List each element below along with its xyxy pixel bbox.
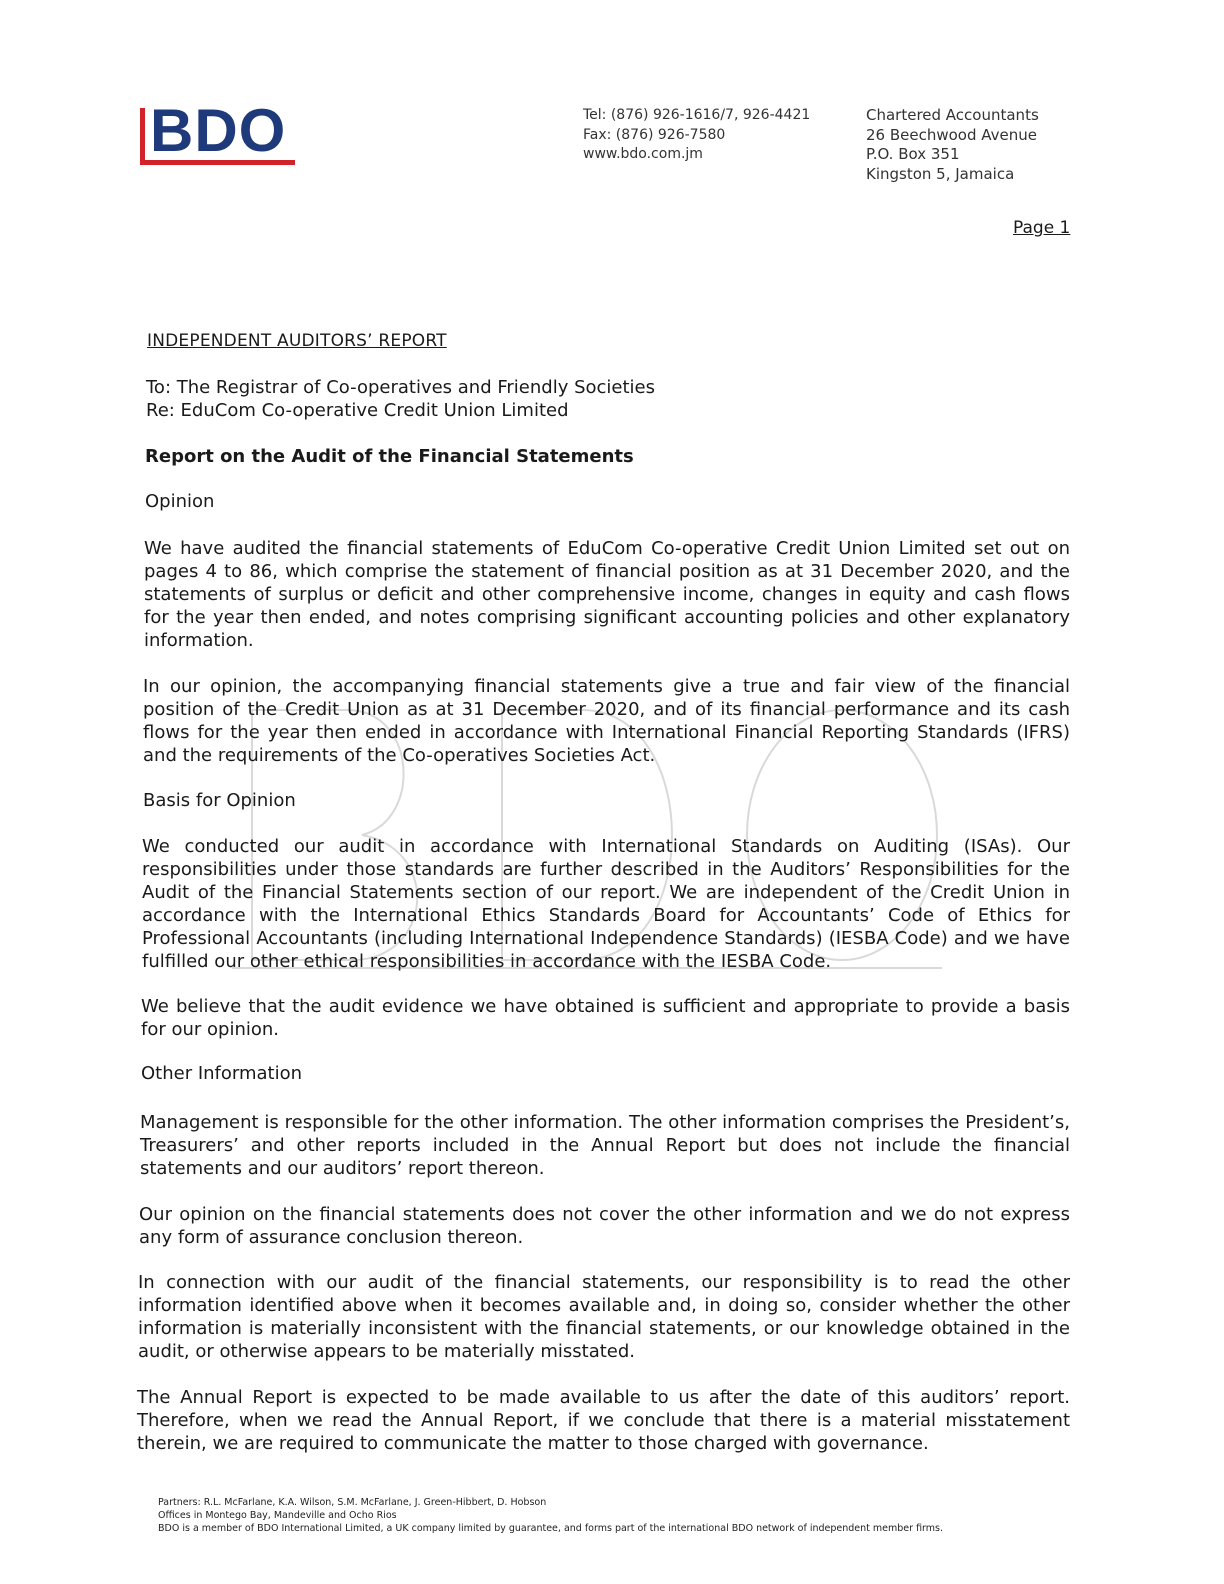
addressee-to: To: The Registrar of Co-operatives and Friendly Societies	[146, 377, 656, 398]
address-block	[866, 106, 1039, 184]
contact-fax: Fax: (876) 926-7580	[583, 126, 726, 143]
footer-partners: Partners: R.L. McFarlane, K.A. Wilson, S.M. McFarlane, J. Green-Hibbert, D. Hobson	[158, 1497, 547, 1508]
logo-text: BDO	[150, 97, 287, 164]
report-title: INDEPENDENT AUDITORS’ REPORT	[147, 331, 447, 351]
contact-block	[583, 106, 810, 165]
other-information-heading: Other Information	[141, 1063, 303, 1084]
address-line: P.O. Box 351	[866, 145, 960, 163]
contact-website[interactable]: www.bdo.com.jm	[583, 146, 703, 162]
addressee-re: Re: EduCom Co-operative Credit Union Limited	[146, 400, 569, 421]
footer-offices: Offices in Montego Bay, Mandeville and Ocho Rios	[158, 1510, 397, 1521]
logo-accent-bar	[140, 108, 145, 164]
address-line: 26 Beechwood Avenue	[866, 125, 1037, 144]
address-line: Kingston 5, Jamaica	[866, 164, 1015, 183]
opinion-heading: Opinion	[145, 491, 215, 512]
other-paragraph-4: The Annual Report is expected to be made available to us after the date of this auditors’ report. Therefore, when we read the Annual Report, if we conclude that there is a material misstatement therein, we are required to communicate the matter to those charged with governance.	[137, 1387, 1070, 1454]
other-paragraph-3: In connection with our audit of the financial statements, our responsibility is to read the other information identified above when it becomes available and, in doing so, consider whether the other information is materially inconsistent with the financial statements, or our knowledge obtained in the audit, or otherwise appears to be materially misstated.	[138, 1272, 1070, 1362]
basis-paragraph-2: We believe that the audit evidence we have obtained is sufficient and appropriate to provide a basis for our opinion.	[141, 996, 1070, 1040]
address-line: Chartered Accountants	[866, 106, 1039, 124]
report-heading: Report on the Audit of the Financial Statements	[145, 446, 634, 467]
basis-paragraph-1: We conducted our audit in accordance with International Standards on Auditing (ISAs). Our responsibilities under those standards are further described in the Auditors’ Responsibilities for the Audit of the Financial Statements section of our report. We are independent of the Credit Union in accordance with the International Ethics Standards Board for Accountants’ Code of Ethics for Professional Accountants (including International Independence Standards) (IESBA Code) and we have fulfilled our other ethical responsibilities in accordance with the IESBA Code.	[142, 836, 1070, 972]
footer-member-note: BDO is a member of BDO International Limited, a UK company limited by guarantee, and forms part of the international BDO network of independent member firms.	[158, 1523, 944, 1534]
contact-tel: Tel: (876) 926-1616/7, 926-4421	[583, 107, 811, 123]
page-number: Page 1	[1013, 218, 1071, 238]
opinion-paragraph-1: We have audited the financial statements of EduCom Co-operative Credit Union Limited set out on pages 4 to 86, which comprise the statement of financial position as at 31 December 2020, and the statements of surplus or deficit and other comprehensive income, changes in equity and cash flows for the year then ended, and notes comprising significant accounting policies and other explanatory information.	[144, 538, 1070, 651]
basis-heading: Basis for Opinion	[143, 790, 296, 811]
other-paragraph-1: Management is responsible for the other information. The other information comprises the President’s, Treasurers’ and other reports included in the Annual Report but does not include the financial statements and our auditors’ report thereon.	[140, 1112, 1070, 1179]
other-paragraph-2: Our opinion on the financial statements does not cover the other information and we do not express any form of assurance conclusion thereon.	[139, 1204, 1070, 1248]
opinion-paragraph-2: In our opinion, the accompanying financial statements give a true and fair view of the financial position of the Credit Union as at 31 December 2020, and of its financial performance and its cash flows for the year then ended in accordance with International Financial Reporting Standards (IFRS) and the requirements of the Co-operatives Societies Act.	[143, 676, 1070, 766]
bdo-logo	[140, 97, 300, 172]
